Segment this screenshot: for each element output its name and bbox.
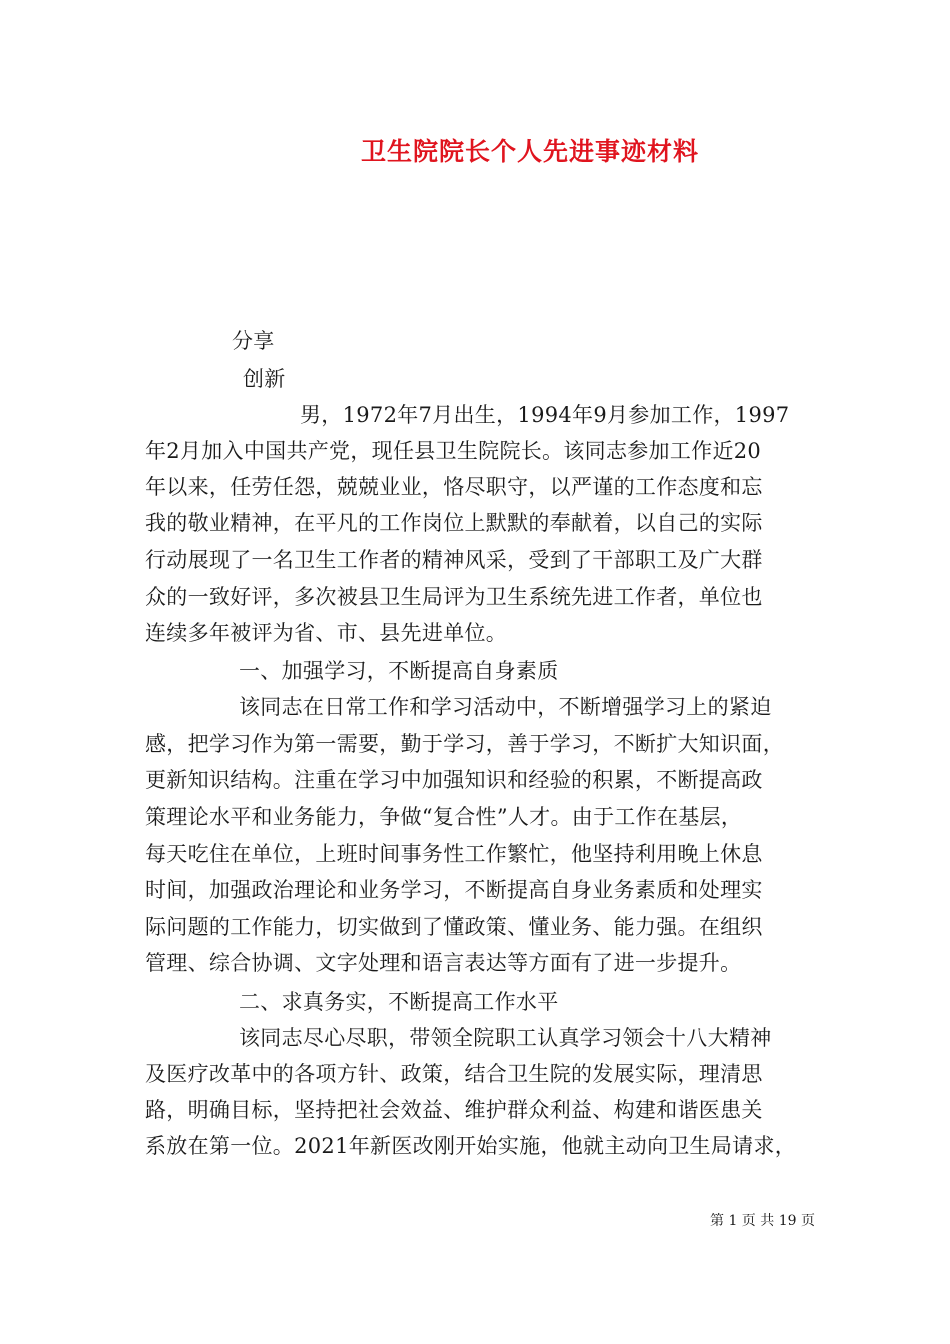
text-line: 年以来，任劳任怨，兢兢业业，恪尽职守，以严谨的工作态度和忘 <box>145 475 763 499</box>
document-title: 卫生院院长个人先进事迹材料 <box>360 137 699 166</box>
page-number: 第 1 页 共 19 页 <box>710 1213 815 1229</box>
text-line: 每天吃住在单位，上班时间事务性工作繁忙，他坚持利用晚上休息 <box>145 842 763 866</box>
text-line: 更新知识结构。注重在学习中加强知识和经验的积累，不断提高政 <box>145 768 763 792</box>
text-line: 年2月加入中国共产党，现任县卫生院院长。该同志参加工作近20 <box>145 439 762 463</box>
text-line: 创新 <box>243 367 286 391</box>
text-line: 策理论水平和业务能力，争做“复合性”人才。由于工作在基层， <box>145 805 743 829</box>
text-line: 行动展现了一名卫生工作者的精神风采，受到了干部职工及广大群 <box>145 548 763 572</box>
text-line: 分享 <box>232 329 275 353</box>
text-line: 男，1972年7月出生，1994年9月参加工作，1997 <box>300 403 790 427</box>
text-line: 路，明确目标，坚持把社会效益、维护群众利益、构建和谐医患关 <box>145 1098 763 1122</box>
text-line: 连续多年被评为省、市、县先进单位。 <box>145 621 508 645</box>
text-line: 及医疗改革中的各项方针、政策，结合卫生院的发展实际，理清思 <box>145 1062 763 1086</box>
section-heading: 二、求真务实，不断提高工作水平 <box>239 990 559 1014</box>
text-line: 我的敬业精神，在平凡的工作岗位上默默的奉献着，以自己的实际 <box>145 511 763 535</box>
text-line: 际问题的工作能力，切实做到了懂政策、懂业务、能力强。在组织 <box>145 915 763 939</box>
text-line: 该同志在日常工作和学习活动中，不断增强学习上的紧迫 <box>239 695 772 719</box>
text-line: 系放在第一位。2021年新医改刚开始实施，他就主动向卫生局请求， <box>145 1134 797 1158</box>
text-line: 感，把学习作为第一需要，勤于学习，善于学习，不断扩大知识面， <box>145 732 784 756</box>
text-line: 众的一致好评，多次被县卫生局评为卫生系统先进工作者，单位也 <box>145 585 763 609</box>
text-line: 该同志尽心尽职，带领全院职工认真学习领会十八大精神 <box>239 1026 772 1050</box>
section-heading: 一、加强学习，不断提高自身素质 <box>239 659 559 683</box>
text-line: 管理、综合协调、文字处理和语言表达等方面有了进一步提升。 <box>145 951 742 975</box>
text-line: 时间，加强政治理论和业务学习，不断提高自身业务素质和处理实 <box>145 878 763 902</box>
